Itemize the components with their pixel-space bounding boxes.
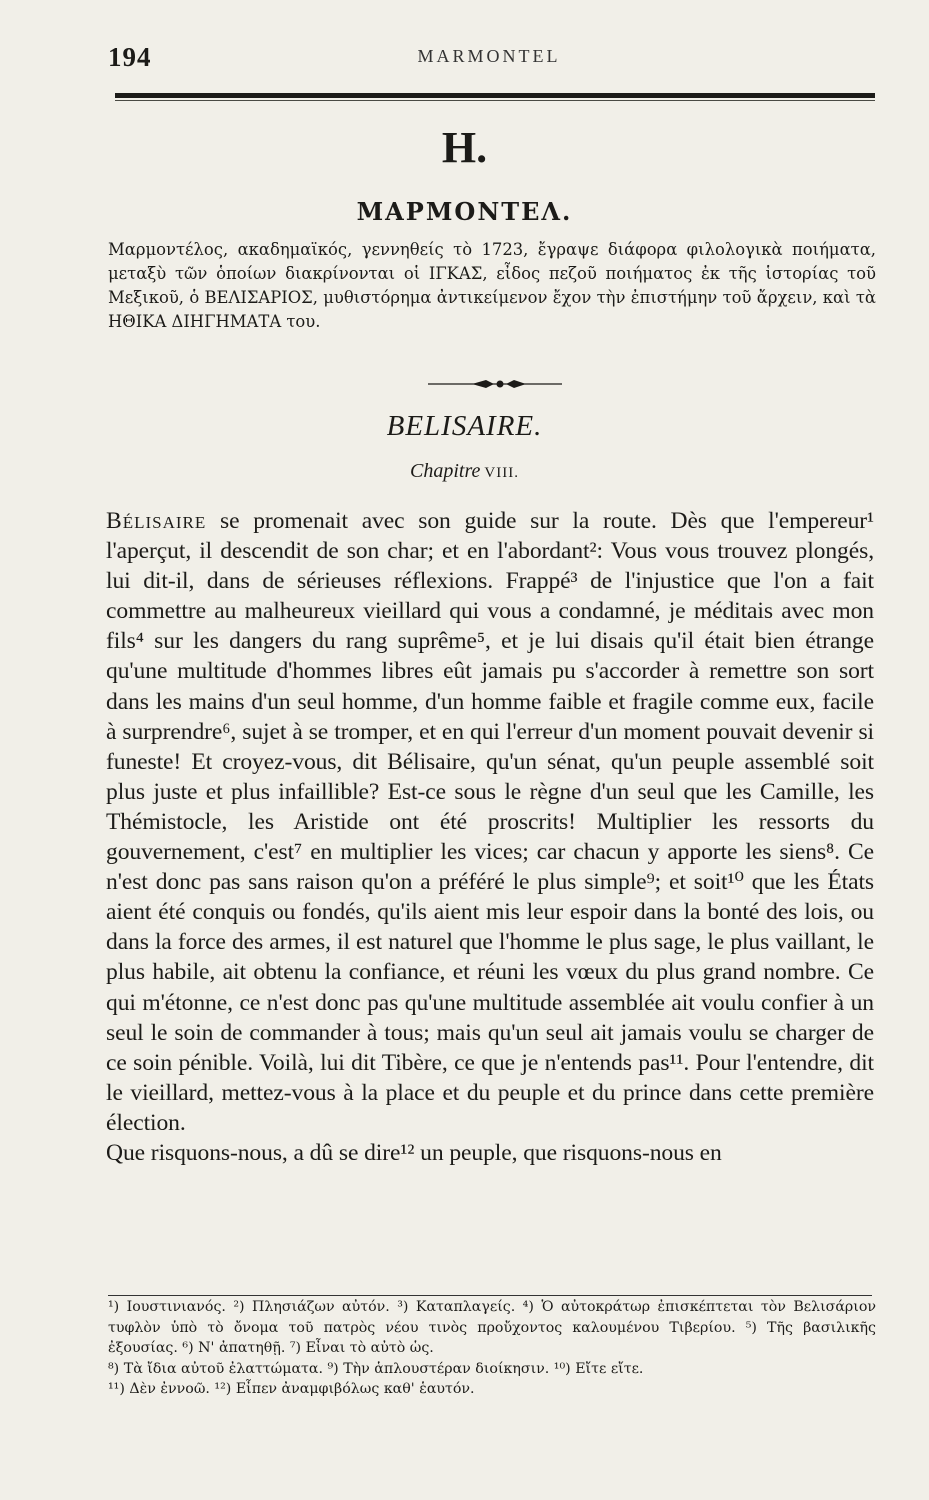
paragraph <box>106 1138 874 1168</box>
chapter-label: Chapitre <box>410 460 481 482</box>
running-head: MARMONTEL <box>417 46 561 66</box>
footnote-line: ⁸) Τὰ ἴδια αὐτοῦ ἐλαττώματα. ⁹) Τὴν ἁπλουστέραν διοίκησιν. ¹⁰) Εἴτε εἴτε. <box>108 1360 644 1377</box>
header-rule <box>115 93 875 98</box>
ornament-divider <box>428 377 562 391</box>
footnote-line: ¹¹) Δὲν ἐννοῶ. ¹²) Εἶπεν ἀναμφιβόλως καθ' ἑαυτόν. <box>108 1381 475 1397</box>
chapter-heading <box>0 460 929 483</box>
first-word: Bélisaire <box>106 508 207 534</box>
header-rule-thin <box>115 100 875 101</box>
page-number: 194 <box>108 42 152 72</box>
author-title: ΜΑΡΜΟΝΤΕΛ. <box>356 197 573 226</box>
section-letter: H. <box>441 123 488 172</box>
paragraph-1-text: se promenait avec son guide sur la route. Dès que l'empereur¹ l'aperçut, il descendit de son char; et en l'abordant²: Vous vous trouvez plongés, lui dit-il, dans de sérieuses réflexions. Frappé³ de l'injustice que l'on a fait commettre au malheureux vieillard qui vous a condamné, je méditais avec mon fils⁴ sur les dangers du rang suprême⁵, et je lui disais qu'il était bien étrange qu'une multitude d'hommes libres eût jamais pu s'accorder à remettre son sort dans les mains d'un seul homme, d'un homme faible et fragile comme eux, facile à surprendre⁶, sujet à se tromper, et en qui l'erreur d'un moment pouvait devenir si funeste! Et croyez-vous, dit Bélisaire, qu'un sénat, qu'un peuple assemblé soit plus juste et plus infaillible? Est-ce sous le règne d'un seul que les Camille, les Thémistocle, les Aristide ont été proscrits! Multiplier les ressorts du gouvernement, c'est⁷ en multiplier les vices; car chacun y apporte les siens⁸. Ce n'est donc pas sans raison qu'on a préféré le plus simple⁹; et soit¹⁰ que les États aient été conquis ou fondés, qu'ils aient mis leur espoir dans la bonté des lois, ou dans la force des armes, il est naturel que l'homme le plus sage, le plus vaillant, le plus habile, ait obtenu la confiance, et réuni les vœux du plus grand nombre. Ce qui m'étonne, ce n'est donc pas qu'une multitude assemblée ait voulu confier à un seul le soin de commander à tous; mais qu'un seul ait jamais voulu se charger de ce soin pénible. Voilà, lui dit Tibère, ce que je n'entends pas¹¹. Pour l'entendre, dit le vieillard, mettez-vous à la place et du peuple et du prince dans cette première élection. <box>106 508 874 1136</box>
footnote-rule <box>108 1295 872 1296</box>
paragraph <box>106 506 874 1138</box>
work-title: BELISAIRE. <box>386 410 543 442</box>
main-text <box>106 506 874 1168</box>
intro-text: Μαρμοντέλος, ακαδημαϊκός, γεννηθείς τὸ 1723, ἔγραψε διάφορα φιλολογικὰ ποιήματα, μεταξὺ τῶν ὁποίων διακρίνονται οἱ ΙΓΚΑΣ, εἶδος πεζοῦ ποιήματος ἐκ τῆς ἱστορίας τοῦ Μεξικοῦ, ὁ ΒΕΛΙΣΑΡΙΟΣ, μυθιστόρημα ἀντικείμενον ἔχον τὴν ἐπιστήμην τοῦ ἄρχειν, καὶ τὰ ΗΘΙΚΑ ΔΙΗΓΗΜΑΤΑ του. <box>108 240 876 331</box>
footnote-line: ¹) Ιουστινιανός. ²) Πλησιάζων αὐτόν. ³) Καταπλαγείς. ⁴) Ὁ αὐτοκράτωρ ἐπισκέπτεται τὸν Βελισάριον τυφλὸν ὑπὸ τὸ ὄνομα τοῦ πατρὸς νέου τινὸς προὔχοντος καλουμένου Τιβερίου. ⁵) Τῆς βασιλικῆς ἐξουσίας. ⁶) Ν' ἀπατηθῇ. ⁷) Εἶναι τὸ αὐτὸ ὡς. <box>108 1299 876 1356</box>
paragraph-2-text: Que risquons-nous, a dû se dire¹² un peuple, que risquons-nous en <box>106 1139 722 1166</box>
chapter-number: VIII. <box>484 465 519 481</box>
author-introduction <box>108 238 876 334</box>
footnotes <box>108 1297 876 1400</box>
page-header <box>108 42 870 72</box>
